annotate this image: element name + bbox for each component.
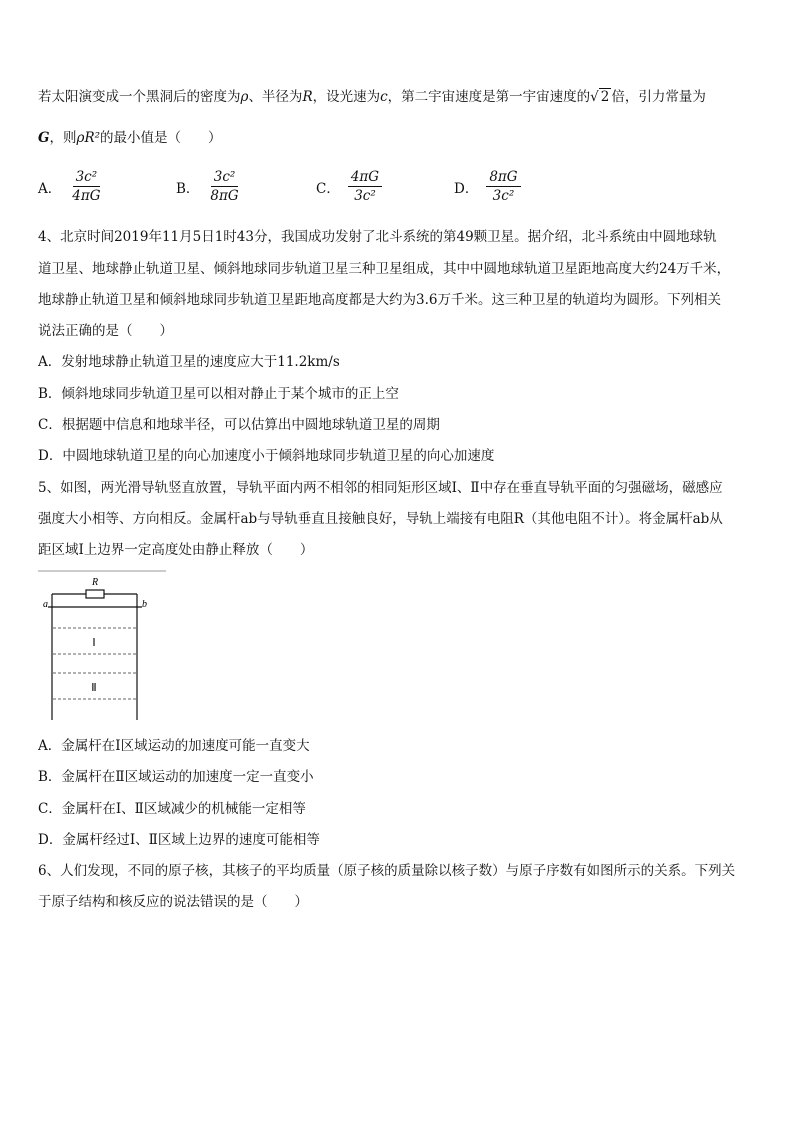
fraction xyxy=(486,168,520,205)
q3-option-c[interactable] xyxy=(316,168,382,205)
q3-c: c xyxy=(380,89,388,105)
q3-text: 、半径为 xyxy=(248,89,303,105)
q5-option-a[interactable]: A．金属杆在Ⅰ区域运动的加速度可能一直变大 xyxy=(38,738,310,754)
q3-text: 若太阳演变成一个黑洞后的密度为 xyxy=(38,89,241,105)
fraction xyxy=(348,168,382,205)
q5-circuit-figure xyxy=(36,570,176,725)
denominator: 8πG xyxy=(210,188,239,204)
q3-text: ，则 xyxy=(49,130,77,146)
q3-line-2 xyxy=(38,128,222,148)
q3-expression: ρR² xyxy=(76,130,101,146)
region2-label: Ⅱ xyxy=(91,682,97,694)
q3-option-a[interactable] xyxy=(38,168,104,205)
q5-option-c[interactable]: C．金属杆在Ⅰ、Ⅱ区域减少的机械能一定相等 xyxy=(38,801,306,817)
q3-G: G xyxy=(38,130,50,146)
q5-option-d[interactable]: D．金属杆经过Ⅰ、Ⅱ区域上边界的速度可能相等 xyxy=(38,832,320,848)
resistor-symbol xyxy=(86,590,104,598)
q4-stem-line: 说法正确的是（ ） xyxy=(38,323,173,339)
q4-option-a[interactable]: A．发射地球静止轨道卫星的速度应大于11.2km/s xyxy=(38,354,340,370)
q3-option-d[interactable] xyxy=(454,168,521,205)
option-letter: C． xyxy=(316,180,340,197)
q3-text: ，设光速为 xyxy=(312,89,381,105)
q4-option-c[interactable]: C．根据题中信息和地球半径，可以估算出中圆地球轨道卫星的周期 xyxy=(38,417,440,433)
sqrt-symbol: √ xyxy=(590,89,599,105)
q3-line-1 xyxy=(38,87,706,107)
numerator: 8πG xyxy=(486,168,520,187)
region1-label: Ⅰ xyxy=(92,637,96,649)
q3-rho: ρ xyxy=(240,89,249,105)
denominator: 3c² xyxy=(354,188,376,204)
fraction xyxy=(207,168,241,205)
numerator: 3c² xyxy=(73,168,101,187)
q4-stem-line: 地球静止轨道卫星和倾斜地球同步轨道卫星距地高度都是大约为3.6万千米。这三种卫星的轨道均为圆形。下列相关 xyxy=(38,292,721,308)
option-letter: B． xyxy=(176,180,200,197)
numerator: 3c² xyxy=(211,168,239,187)
denominator: 4πG xyxy=(72,188,101,204)
q3-option-b[interactable] xyxy=(176,168,242,205)
q5-stem-line: 距区域Ⅰ上边界一定高度处由静止释放（ ） xyxy=(38,542,314,558)
option-letter: A． xyxy=(38,180,62,197)
q4-option-d[interactable]: D．中圆地球轨道卫星的向心加速度小于倾斜地球同步轨道卫星的向心加速度 xyxy=(38,448,495,464)
q4-option-b[interactable]: B．倾斜地球同步轨道卫星可以相对静止于某个城市的正上空 xyxy=(38,386,399,402)
q3-text: 的最小值是（ ） xyxy=(100,130,222,146)
q5-stem-line: 5、如图，两光滑导轨竖直放置，导轨平面内两不相邻的相同矩形区域Ⅰ、Ⅱ中存在垂直导轨平面的匀强磁场，磁感应 xyxy=(38,480,723,496)
q6-stem-line: 于原子结构和核反应的说法错误的是（ ） xyxy=(38,894,308,910)
q3-text: 倍，引力常量为 xyxy=(611,89,706,105)
q4-stem-line: 道卫星、地球静止轨道卫星、倾斜地球同步轨道卫星三种卫星组成，其中中圆地球轨道卫星距地高度大约24万千米， xyxy=(38,261,731,277)
fraction xyxy=(69,168,103,205)
q5-option-b[interactable]: B．金属杆在Ⅱ区域运动的加速度一定一直变小 xyxy=(38,769,314,785)
q4-stem-line: 4、北京时间2019年11月5日1时43分，我国成功发射了北斗系统的第49颗卫星。据介绍，北斗系统由中圆地球轨 xyxy=(38,229,717,245)
resistor-label: R xyxy=(91,577,99,588)
option-letter: D． xyxy=(454,180,479,197)
q3-text: ，第二宇宙速度是第一宇宙速度的 xyxy=(387,89,591,105)
q3-R: R xyxy=(302,89,313,105)
sqrt-value: 2 xyxy=(600,89,610,105)
q5-stem-line: 强度大小相等、方向相反。金属杆ab与导轨垂直且接触良好，导轨上端接有电阻R（其他电阻不计）。将金属杆ab从 xyxy=(38,511,723,527)
label-a: a xyxy=(43,599,48,610)
denominator: 3c² xyxy=(492,188,515,204)
q6-stem-line: 6、人们发现，不同的原子核，其核子的平均质量（原子核的质量除以核子数）与原子序数有如图所示的关系。下列关 xyxy=(38,863,736,879)
label-b: b xyxy=(142,599,147,610)
numerator: 4πG xyxy=(348,168,382,187)
